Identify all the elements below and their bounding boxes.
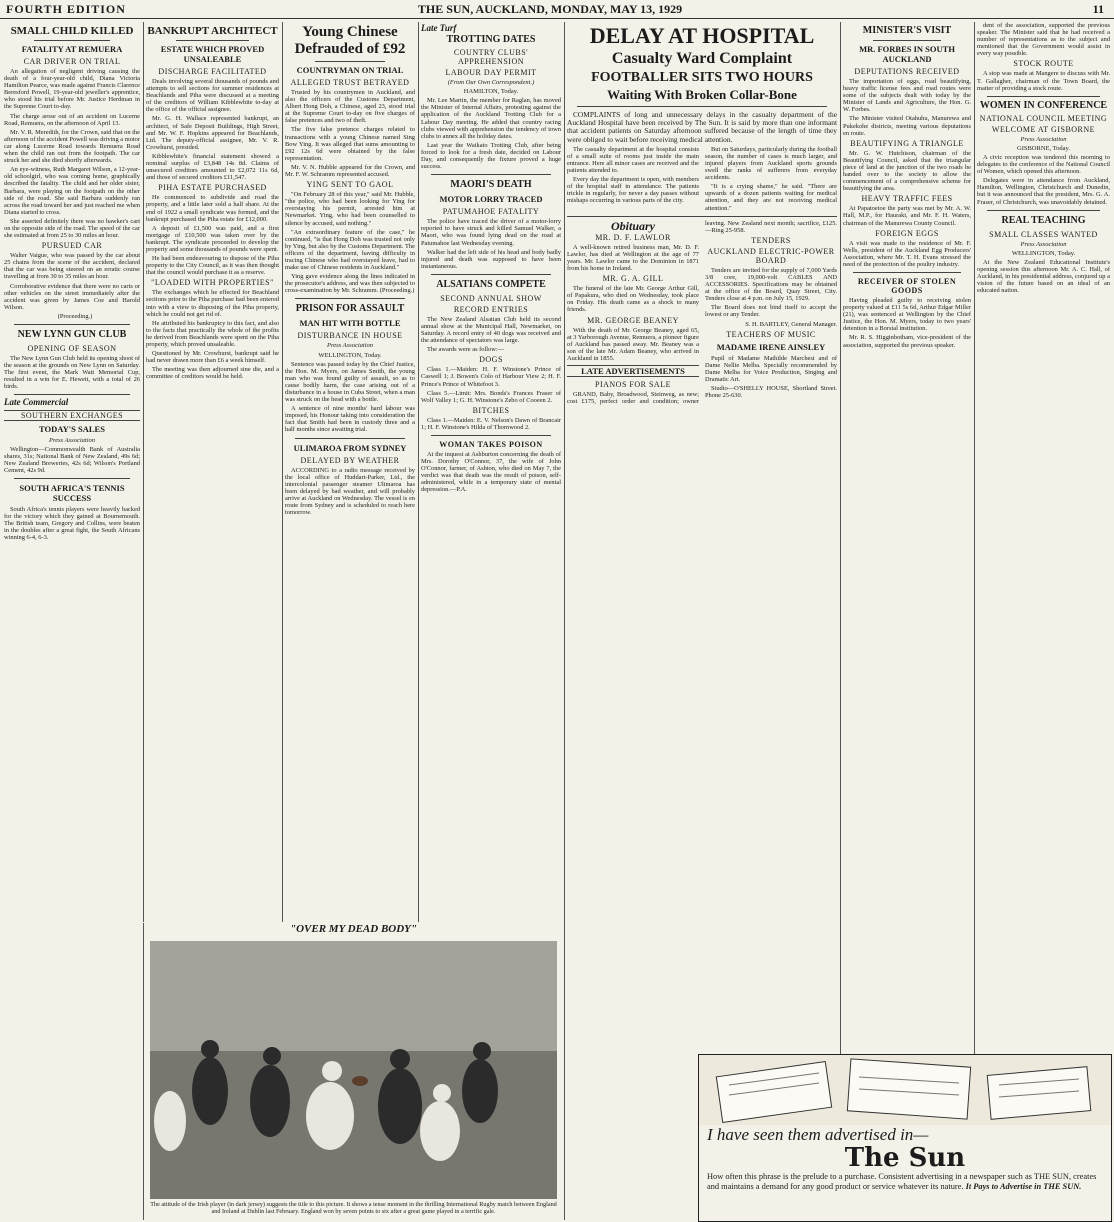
ad-heading: AUCKLAND ELECTRIC-POWER BOARD [707, 246, 835, 265]
headline-bankrupt-architect: BANKRUPT ARCHITECT [147, 25, 278, 37]
article-text: But on Saturdays, particularly during the football season, the number of cases is much larger, and injured players from Auckland sports grounds swell the ranks of sufferers from everyday accidents. [705, 145, 837, 182]
column-2 [146, 22, 279, 922]
section-obituary: Obituary [610, 218, 655, 233]
article-text: Mr. Lee Martin, the member for Raglan, has moved the Minister of Internal Affairs, protesting against the application of the Auckland Trotting Club for a Labour Day meeting. He added that country racing clubs viewed with apprehension the tendency of town clubs to annex all the holiday dates. [421, 97, 561, 140]
article-text: The five false pretence charges related to transactions with a young Chinese named Sing Bow Ying. It was alleged that sums amounting to £92 12s 6d were obtained by the false representation. [285, 126, 415, 162]
column-rule [282, 22, 283, 922]
headline-women-conference: WOMEN IN CONFERENCE [979, 99, 1108, 111]
subhead-opening-season: OPENING OF SEASON [27, 344, 117, 353]
rugby-photograph [150, 941, 557, 1199]
ad-category: TEACHERS OF MUSIC [726, 329, 816, 339]
subhead-discharge: DISCHARGE FACILITATED [158, 67, 267, 76]
article-text: Mr. V. R. Meredith, for the Crown, said that on the afternoon of the accident Powell was driving a motor car along Lucerne Road towards Remuera Road when the child ran out from the footpath. The car struck her and she died shortly afterwards. [4, 128, 140, 165]
subhead-todays-sales: TODAY'S SALES [39, 423, 105, 434]
article-text: Class 1.—Maiden: E. V. Nelson's Dawn of Brancair 1; H. F. Winstone's Hilda of Thornwood 2. [421, 416, 561, 431]
credit: Press Association [48, 436, 96, 444]
article-text: She asserted definitely there was no hawker's cart on the opposite side of the road. The speed of the car she estimated at from 25 to 30 miles an hour. [4, 217, 140, 240]
crosshead-dogs: DOGS [479, 355, 503, 365]
subhead-gisborne: WELCOME AT GISBORNE [991, 124, 1096, 134]
article-text: The charge arose out of an accident on Lucerne Road, Remuera, on the afternoon of April 13. [4, 112, 140, 127]
article-text: The New Lynn Gun Club held its opening shoot of the season at the grounds on New Lynn on Saturday. The first event, the Mark Watt Memorial Cup, resulted in a win for E. Hewett, with a total of 26 birds. [4, 355, 140, 391]
article-text: A sentence of nine months' hard labour was imposed, his Honour taking into consideration the fact that Smith had been in custody three and a half months since awaiting trial. [285, 405, 415, 434]
obituary-name: MR. GEORGE BEANEY [587, 315, 679, 325]
section-late-turf: Late Turf [421, 23, 457, 33]
article-text: A civic reception was tendered this morning to delegates to the conference of the National Council of Women, which opened this afternoon. [977, 153, 1110, 176]
subhead-southern-exchanges: SOUTHERN EXCHANGES [4, 410, 140, 421]
ad-brand: The Sun [844, 1143, 966, 1173]
subhead-waiting: Waiting With Broken Collar-Bone [607, 87, 797, 102]
article-text: A deposit of £1,500 was paid, and a first mortgage of £10,500 was taken over by the bankrupt. The syndicate proceeded to develop the property and some thousands of pounds were spent. [146, 224, 279, 253]
article-text: Questioned by Mr. Crowhurst, bankrupt said he had never drawn more than £6 a week himself. [146, 350, 279, 365]
ad-category: PIANOS FOR SALE [595, 379, 671, 389]
ad-text: The Board does not bind itself to accept the lowest or any Tender. [705, 304, 837, 319]
column-4 [421, 22, 561, 922]
crosshead-bitches: BITCHES [472, 405, 510, 415]
headline-ulimaroa: ULIMAROA FROM SYDNEY [293, 442, 407, 453]
subhead-motor-lorry: MOTOR LORRY TRACED [439, 194, 543, 205]
article-text: Mr. R. S. Higginbotham, vice-president of the association, supported the previous speaker. [843, 334, 971, 349]
ad-heading: MADAME IRENE AINSLEY [716, 341, 826, 352]
article-text: Deals involving several thousands of pounds and attempts to sell sections for summer residences at Beachlands and Piha were discussed at a meeting of the creditors of William Kibblewhite to-day at the office of the official assignee. [146, 78, 279, 114]
credit: Press Association [326, 342, 374, 350]
column-rule [418, 22, 419, 922]
subhead-country-clubs: COUNTRY CLUBS' APPREHENSION [453, 48, 529, 67]
headline-new-lynn-gun-club: NEW LYNN GUN CLUB [17, 329, 127, 340]
article-text: The New Zealand Alsatian Club held its second annual show at the Municipal Hall, Newmarket, on Saturday. A record entry of 40 dogs was received and the attendance of spectators was large. [421, 315, 561, 345]
article-text: Ying gave evidence along the lines indicated in the prosecutor's address, and was then subjected to cross-examination by Mr. Schramm. (Proceeding.) [285, 273, 415, 295]
article-text: A well-known retired business man, Mr. D. F. Lawlor, has died at Wellington at the age of 77 years. Mr. Lawlor came to the Dominion in 1871 from his home in Ireland. [567, 243, 699, 273]
headline-ministers-visit: MINISTER'S VISIT [862, 25, 952, 36]
column-5 [567, 22, 837, 1220]
subhead-annual-show: SECOND ANNUAL SHOW [440, 293, 542, 303]
article-text: Sentence was passed today by the Chief Justice, the Hon. M. Myers, on James Smith, the young man who was found guilty of assault, so as to cause bodily harm, the case arising out of a disturbance in a house in Cuba Street, when a man was struck on the head with a bottle. [285, 360, 415, 404]
article-text: He attributed his bankruptcy to this fact, and also to the facts that practically the whole of the profits he derived from Beachlands were spent on the Piha property, which proved unsaleable. [146, 319, 279, 348]
article-text: A stop was made at Mangere to discuss with Mr. T. Gallagher, chairman of the Town Board, the matter of providing a stock route. [977, 70, 1110, 92]
headline-tennis-success: SOUTH AFRICA'S TENNIS SUCCESS [19, 483, 125, 504]
headline-woman-poison: WOMAN TAKES POISON [439, 440, 543, 449]
column-rule [564, 22, 565, 1220]
subhead-fatality: FATALITY AT REMUERA [21, 44, 123, 54]
article-text: He commenced to subdivide and road the property, and a little later sold a half share. At the end of 1922 a small syndicate was formed, and the bankrupt purchased the Piha estate for £12,000. [146, 194, 279, 223]
subhead-countryman: COUNTRYMAN ON TRIAL [296, 65, 404, 75]
article-text: He had been endeavouring to dispose of the Piha property to the City Council, as it was then thought that the council would purchase it as a reserve. [146, 255, 279, 277]
article-text: The police have traced the driver of a motor-lorry reported to have struck and killed Samuel Walker, a Maori, who was found lying dead on the road at Patumahoe last Wednesday evening. [421, 218, 561, 247]
article-text: At the New Zealand Educational Institute's opening session this afternoon Mr. A. C. Hall, of Auckland, in his presidential address, conjured up a vision of the future based on an ideal of an educated nation. [977, 258, 1110, 295]
crosshead-ying-gaol: YING SENT TO GAOL [306, 180, 394, 190]
column-7 [977, 22, 1110, 1072]
crosshead-piha: PIHA ESTATE PURCHASED [158, 183, 267, 193]
headline-small-child-killed: SMALL CHILD KILLED [10, 25, 134, 37]
article-text: An allegation of negligent driving causing the death of a four-year-old child, Diana Victoria Hamilton Pearce, was made against Francis Clarence Beresford Powell, 19-year-old jeweller's apprentice, who stood his trial before Mr. Justice Herdman in the Supreme Court to-day. [4, 68, 140, 111]
article-text: "On February 28 of this year," said Mr. Hubble, "the police, who had been looking for Ying for overstaying his permit, arrested him at Newmarket. Ying, who had been counselled to silence by accused, said nothing." [285, 191, 415, 227]
photo-title: "OVER MY DEAD BODY" [289, 923, 417, 935]
sun-advertisement [698, 1054, 1112, 1222]
crosshead-loaded: "LOADED WITH PROPERTIES" [151, 278, 274, 288]
subhead-labour-day: LABOUR DAY PERMIT [445, 68, 537, 78]
article-text: The casualty department at the hospital consists of a small suite of rooms just inside the main entrance. Here all minor cases are received and the patients attended to. [567, 145, 699, 175]
headline-maoris-death: MAORI'S DEATH [450, 179, 532, 191]
subhead-car-driver: CAR DRIVER ON TRIAL [23, 57, 121, 66]
dateline: GISBORNE, Today. [1017, 144, 1070, 152]
dateline: WELLINGTON, Today. [318, 351, 382, 359]
article-text: At the inquest at Ashburton concerning the death of Mrs. Dorothy O'Connor, 37, the wife of John O'Connor, farmer, of Ashton, who died on May 7, the verdict was that death was the result of poison, self-administered, while in a temporary state of mental depression.—P.A. [421, 451, 561, 494]
subhead-small-classes: SMALL CLASSES WANTED [989, 229, 1098, 239]
subhead-delayed: DELAYED BY WEATHER [300, 455, 400, 465]
article-text: Walker had the left side of his head and body badly injured and death was supposed to have been instantaneous. [421, 248, 561, 270]
subhead-footballer: FOOTBALLER SITS TWO HOURS [591, 70, 813, 85]
article-text: Mr. G. W. Hutchison, chairman of the Beautifying Council, asked that the triangular piece of land at the junction of the two roads be handed over to the society to allow the commencement of a comprehensive scheme for beautifying the area. [843, 149, 971, 193]
article-text: Kibblewhite's financial statement showed a nominal surplus of £3,848 14s 8d. Claims of unsecured creditors amounted to £2,072 11s 6d, and those of secured creditors £11,547. [146, 152, 279, 182]
subhead-man-hit: MAN HIT WITH BOTTLE [299, 318, 401, 329]
article-text: The importation of eggs, road beautifying, heavy traffic license fees and road routes were some of the subjects dealt with today by the Minister of Lands and Agriculture, the Hon. G. W. Forbes. [843, 78, 971, 114]
credit: (From Our Own Correspondent.) [447, 79, 535, 87]
article-text: The awards were as follow:— [427, 346, 505, 354]
obituary-name: MR. D. F. LAWLOR [595, 232, 671, 242]
article-text: "An extraordinary feature of the case," he continued, "is that Hong Doh was trusted not only by Ying, but also by the Customs Department. The officers of the department, having difficulty in tracing Chinese who had overstayed leave, had to make use of Chinese residents in Auckland." [285, 228, 415, 272]
article-text: An eye-witness, Ruth Margaret Wilson, a 12-year-old schoolgirl, who was coming home, graphically described the fatality. The child and her older sister, Barbara, were playing on the footpath on the other side of the road. She said Barbara suddenly ran across the road toward her and just reached me when Diana started to cross. [4, 166, 140, 216]
ad-text: Tenders are invited for the supply of 7,000 Yards 3/8 core, 19,000-volt CABLES AND ACCESSORIES. Specifications may be obtained at the office of the Board, Quay Street, City. Tenders close at 4 p.m. on July 15, 1929. [705, 266, 837, 303]
ad-body [707, 1172, 1103, 1191]
subhead-casualty-ward: Casualty Ward Complaint [611, 50, 793, 67]
headline-real-teaching: REAL TEACHING [1001, 214, 1086, 226]
article-text: Every day the department is open, with members of the hospital staff in attendance. The patients trickle in regularly, for never a day passes without mishaps occurring in various parts of the city. [567, 176, 699, 205]
ad-category: TENDERS [751, 235, 791, 245]
edition-label: FOURTH EDITION [6, 2, 126, 16]
subhead-record-entries: RECORD ENTRIES [453, 304, 529, 314]
headline-young-chinese: Young Chinese Defrauded of £92 [294, 24, 406, 57]
headline-prison-assault: PRISON FOR ASSAULT [295, 303, 405, 315]
column-1 [4, 22, 140, 1220]
ad-text: Pupil of Madame Mathilde Marchesi and of Dame Nellie Melba. Specially recommended by Dame Melba for Voice Production, Singing and Dramatic Art. [705, 354, 837, 383]
column-rule [840, 22, 841, 1072]
article-text: The funeral of the late Mr. George Arthur Gill, of Papakura, who died on Wednesday, took place on Friday. His death came as a shock to many friends. [567, 285, 699, 314]
article-text: A visit was made to the residence of Mr. F. Wells, president of the Auckland Egg Producers' Association, where Mr. T. H. Evans stressed the need of the protection of the poultry industry. [843, 239, 971, 268]
subhead-forbes: MR. FORBES IN SOUTH AUCKLAND [859, 44, 955, 64]
page-number: 11 [1092, 2, 1104, 16]
dateline: WELLINGTON, Today. [1011, 249, 1076, 257]
article-text: ACCORDING to a radio message received by the local office of Huddart-Parker, Ltd., the intercolonial passenger steamer Ulimaroa has been delayed by bad weather, and will probably arrive at Auckland on Wednesday. The vessel is en route from Sydney and is scheduled to reach here tomorrow. [285, 466, 415, 517]
crosshead-foreign-eggs: FOREIGN EGGS [875, 228, 939, 238]
lower-columns [567, 216, 837, 406]
article-text: Mr. G. H. Wallace represented bankrupt, an architect, of Safe Deposit Buildings, High Street, and Mr. W. F. Hopkins appeared for Beachlands, Ltd. The deputy-official assignee, Mr. V. R. Crowhurst, presided. [146, 115, 279, 151]
column-3 [285, 22, 415, 922]
column-rule [143, 22, 144, 922]
section-late-commercial: Late Commercial [4, 397, 69, 408]
credit: Press Association [1020, 135, 1067, 143]
crosshead-triangle: BEAUTIFYING A TRIANGLE [850, 138, 964, 148]
rugby-photo-illustration [150, 941, 557, 1199]
subhead-national-council: NATIONAL COUNCIL MEETING [979, 113, 1108, 123]
headline-delay-hospital: DELAY AT HOSPITAL [589, 23, 815, 48]
column-rule [143, 923, 144, 1220]
ad-text: GRAND, Baby, Broadwood, Steinweg, as new; cost £175, perfect order and condition; owner leaving. New Zealand next month; sacrifice, £125.—Ring 25-958. [567, 219, 837, 406]
crosshead-traffic-fees: HEAVY TRAFFIC FEES [861, 194, 953, 204]
article-text: Trusted by his countrymen in Auckland, and also the officers of the Customs Department, Albert Hong Doh, a Chinese, aged 23, stood trial at the Supreme Court to-day on five charges of false pretences and two of theft. [285, 89, 415, 125]
article-text: The Minister visited Otahuhu, Manurewa and Pukekohe districts, meeting various deputations en route. [843, 115, 971, 137]
article-lead: COMPLAINTS of long and unnecessary delays in the casualty department of the Auckland Hospital have been received by The Sun. It is said by more than one informant that accident patients on Saturday afternoon suffered because of the length of time they were obliged to wait before receiving medical attention. [567, 110, 837, 144]
masthead [0, 0, 1114, 19]
article-text: At Papatoetoe the party was met by Mr. A. W. Hall, M.P., for Hauraki, and Mr. F. H. Waters, chairman of the Manurewa County Council. [843, 205, 971, 227]
subhead-disturbance: DISTURBANCE IN HOUSE [297, 331, 403, 341]
article-text: Mr. V. N. Hubble appeared for the Crown, and Mr. F. W. Schramm represented accused. [285, 163, 415, 179]
article-text: Delegates were in attendance from Auckland, Hamilton, Wellington, Christchurch and Dunedin, but it was announced that the president, Mrs. G. A. Fraser, of Christchurch, was unavoidably detained. [977, 177, 1110, 206]
article-text: South Africa's tennis players were heavily backed for the victory which they gained at Bournemouth. The British team, Gregory and Collins, were beaten in the doubles after a great fight, the South Africans winning 6-4, 6-3. [4, 506, 140, 542]
newspaper-stack-illustration [699, 1055, 1111, 1125]
article-text: "It is a crying shame," he said. "There are upwards of a dozen patients waiting for medical attention, and they are not receiving medical attention." [705, 183, 837, 212]
credit: Press Association [1020, 240, 1067, 248]
photo-caption: The attitude of the Irish player (in dark jersey) suggests the title to this picture. It shows a tense moment in the thrilling International Rugby match between England and Ireland at Dublin last February. England won by seven points to six after a great game played in a terrific gale. [150, 1201, 557, 1215]
subhead-trust: ALLEGED TRUST BETRAYED [290, 78, 410, 87]
article-text: With the death of Mr. George Beaney, aged 65, at 3 Yarborough Avenue, Remuera, a pioneer figure of Auckland has passed away. Mr. Beaney was a son of the late Mr. Adam Beaney, who arrived in Auckland in 1855. [567, 326, 699, 362]
article-text: Walter Vaigue, who was passed by the car about 25 chains from the scene of the accident, declared that the car was being steered on an erratic course travelling at from 30 to 35 miles an hour. [4, 252, 140, 281]
headline-late-ads: LATE ADVERTISEMENTS [567, 365, 699, 377]
article-text: Having pleaded guilty to receiving stolen property valued at £11 5s 6d, Arthur Edgar Miller (21), was sentenced at Wellington by the Chief Justice, the Hon. M. Myers, today to two years' detention in a Borstal institution. [843, 296, 971, 333]
subhead-patumahoe: PATUMAHOE FATALITY [442, 207, 540, 217]
headline-stolen-goods: RECEIVER OF STOLEN GOODS [857, 276, 957, 295]
newspaper-dateline: THE SUN, AUCKLAND, MONDAY, MAY 13, 1929 [417, 2, 683, 16]
article-text: (Proceeding.) [57, 312, 93, 320]
crosshead-stock-route: STOCK ROUTE [1013, 59, 1074, 69]
column-rule [974, 22, 975, 1072]
ad-signature: S. H. BARTLEY, General Manager. [745, 320, 837, 328]
article-columns [567, 146, 837, 212]
ad-headline: I have seen them advertised in— [707, 1125, 929, 1144]
article-text: Class 1.—Maiden: H. F. Winstone's Prince of Caswell 1; J. Bowen's Colo of Harbour View 2; H. F. Prince's Prince of Whitefoot 3. [421, 366, 561, 388]
headline-trotting-dates: TROTTING DATES [446, 34, 536, 46]
ad-body-text: How often this phrase is the prelude to a purchase. Consistent advertising in a newspaper such as THE SUN, creates and maintains a demand for any good product or service whatever its nature. [707, 1172, 1097, 1191]
obituary-name: MR. G. A. GILL [602, 274, 664, 284]
rugby-photo-block [146, 923, 561, 1220]
subhead-deputations: DEPUTATIONS RECEIVED [854, 67, 960, 76]
headline-alsatians: ALSATIANS COMPETE [436, 278, 546, 290]
ad-text: Studio—O'SHELLY HOUSE, Shortland Street. Phone 25-630. [705, 384, 837, 400]
dateline: HAMILTON, Today. [463, 88, 519, 96]
article-text: dent of the association, supported the previous speaker. The Minister said that he had received a number of representations as to the subject and mentioned that the Government would assist in every way possible. [977, 22, 1110, 58]
article-text: Wellington—Commonwealth Bank of Australia shares, 31s; National Bank of New Zealand, 49s 6d; New Zealand Breweries, 42s 6d; Wilson's Portland Cement, 42s 9d. [4, 445, 140, 474]
article-text: Class 5.—Limit: Mrs. Bonds's Frances Fraser of Wolf Valley 1; G. H. Winstone's Zebo of Cooeen 2. [421, 389, 561, 404]
crosshead-pursued-car: PURSUED CAR [41, 241, 103, 251]
ad-slogan: It Pays to Advertise in THE SUN. [965, 1181, 1082, 1191]
article-text: The exchanges which he effected for Beachland sections prior to the Piha purchase had been entered into with a view to disposing of the Piha property, which he could not get rid of. [146, 289, 279, 318]
article-text: Last year the Waikato Trotting Club, after being forced to look for a fresh date, decided on Labour Day, and consequently the fixture proved a huge success. [421, 141, 561, 171]
subhead-estate: ESTATE WHICH PROVED UNSALEABLE [160, 44, 265, 64]
column-6 [843, 22, 971, 1072]
article-text: Corroborative evidence that there were no carts or other vehicles on the street immediately after the accident was given by James Coe and Harold Wilson. [4, 282, 140, 311]
article-text: The meeting was then adjourned sine die, and a committee of creditors would be held. [146, 366, 279, 381]
